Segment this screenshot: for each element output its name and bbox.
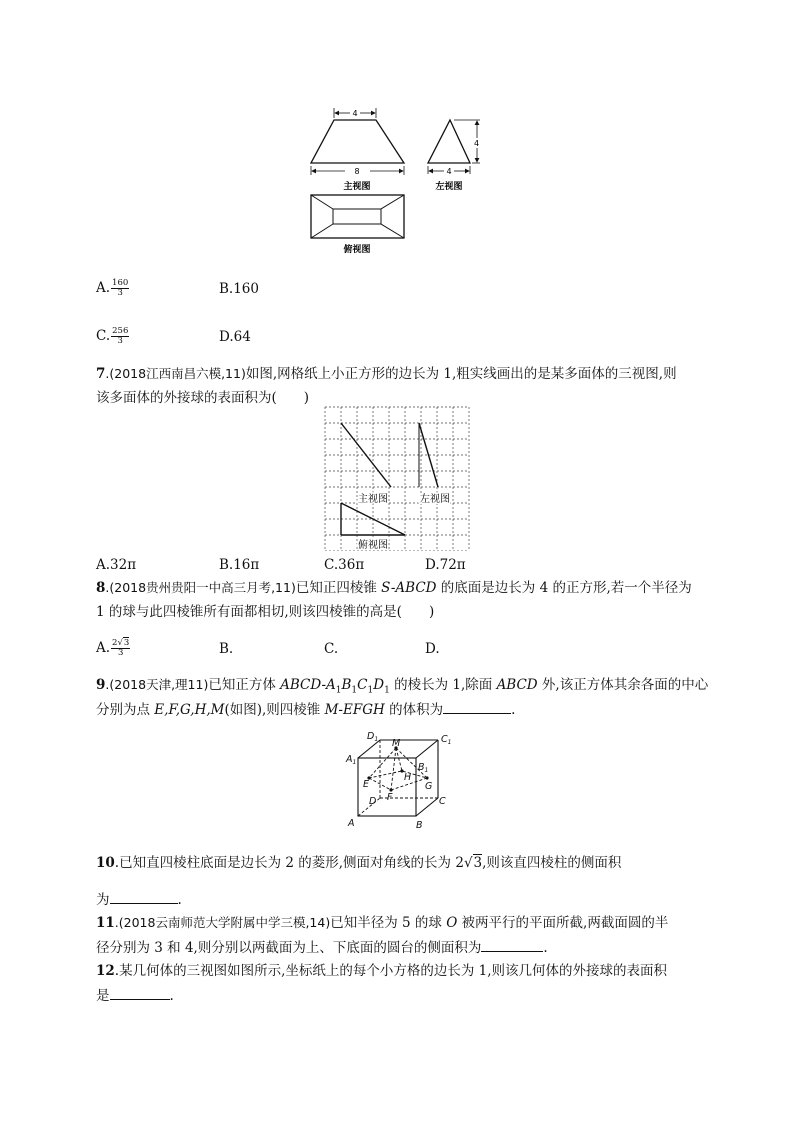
q8-option-a: A. $\frac{2√3}{3}$ [96,638,130,658]
q8-line1: 8.(2018贵州贵阳一中高三月考,11)已知正四棱锥 S-ABCD 的底面是边长为 4 的正方形,若一个半径为 [96,580,692,596]
q10-line2: 为 . [96,889,182,910]
label-m: M [392,738,401,749]
front-view-trapezoid [311,120,404,163]
label-a: A [348,818,355,829]
label-f: F [387,792,393,803]
label-c1: $C_1$ [441,734,452,746]
dim-top-text: 4 [352,109,358,118]
q12-answer-blank[interactable] [110,985,170,1000]
q8-option-b: B. [219,641,234,657]
q12-line1: 12.某几何体的三视图如图所示,坐标纸上的每个小方格的边长为 1,则该几何体的外接球的表面积 [96,963,668,979]
q7-option-c: C.36π [324,557,365,573]
q7-option-d: D.72π [425,557,466,573]
q6-option-c: C. $\frac{256}{3}$ [96,326,129,346]
label-c: C [439,796,446,807]
fraction: $\frac{160}{3}$ [112,278,129,298]
q8-option-c: C. [324,641,339,657]
q10-line1: 10.已知直四棱柱底面是边长为 2 的菱形,侧面对角线的长为 2√3,则该直四棱柱的侧面积 [96,855,622,871]
front-view-label: 主视图 [343,182,371,192]
dashed-grid [325,407,469,551]
top-view-label: 俯视图 [343,245,371,255]
fraction: $\frac{2√3}{3}$ [112,638,130,658]
q11-answer-blank[interactable] [481,937,543,952]
dim-bottom-text: 8 [354,167,360,176]
q6-three-view-figure [300,100,500,260]
q10-answer-blank[interactable] [110,889,178,904]
q6-option-d: D.64 [219,329,251,345]
q7-line1: 7.(2018江西南昌六模,11)如图,网格纸上小正方形的边长为 1,粗实线画出的是某多面体的三视图,则 [96,366,677,382]
q11-line2: 径分别为 3 和 4,则分别以两截面为上、下底面的圆台的侧面积为 . [96,937,548,958]
q11-line1: 11.(2018云南师范大学附属中学三模,14)已知半径为 5 的球 O 被两平行的平面所截,两截面圆的半 [96,915,669,931]
q9-answer-blank[interactable] [443,699,511,714]
label-b1: $B_1$ [418,762,429,774]
fraction: $\frac{256}{3}$ [112,326,129,346]
q7-option-b: B.16π [219,557,260,573]
q9-line1: 9.(2018天津,理11)已知正方体 ABCD-$A_1B_1C_1D_1$ 的棱长为 1,除面 ABCD 外,该正方体其余各面的中心 [96,677,709,696]
q7-solid-lines [341,423,438,535]
label-g: G [425,781,433,792]
q7-line2: 该多面体的外接球的表面积为( ) [96,390,310,406]
label-b: B [416,820,423,831]
q12-line2: 是 . [96,985,174,1006]
q6-option-a: A. $\frac{160}{3}$ [96,278,129,298]
side-view-triangle [428,120,470,163]
q7-top-label: 俯视图 [358,540,388,551]
label-d1: $D_1$ [367,731,379,743]
q9-line2: 分别为点 E,F,G,H,M(如图),则四棱锥 M-EFGH 的体积为 . [96,699,515,720]
label-d: D [369,796,377,807]
label-e: E [363,779,370,790]
q7-option-a: A.32π [96,557,137,573]
dim-side-width-text: 4 [446,167,452,176]
side-view-label: 左视图 [435,182,463,192]
q8-option-d: D. [425,641,440,657]
label-a1: $A_1$ [346,754,357,766]
q7-side-label: 左视图 [420,494,450,505]
top-view-rectangle [311,195,404,238]
q6-option-b: B.160 [219,281,259,297]
q9-cube-figure [340,728,460,833]
dim-side-height-text: 4 [474,139,480,148]
label-h: H [404,772,412,783]
q8-line2: 1 的球与此四棱锥所有面都相切,则该四棱锥的高是( ) [96,604,435,620]
q7-grid-figure [322,406,472,551]
q7-front-label: 主视图 [358,494,388,505]
